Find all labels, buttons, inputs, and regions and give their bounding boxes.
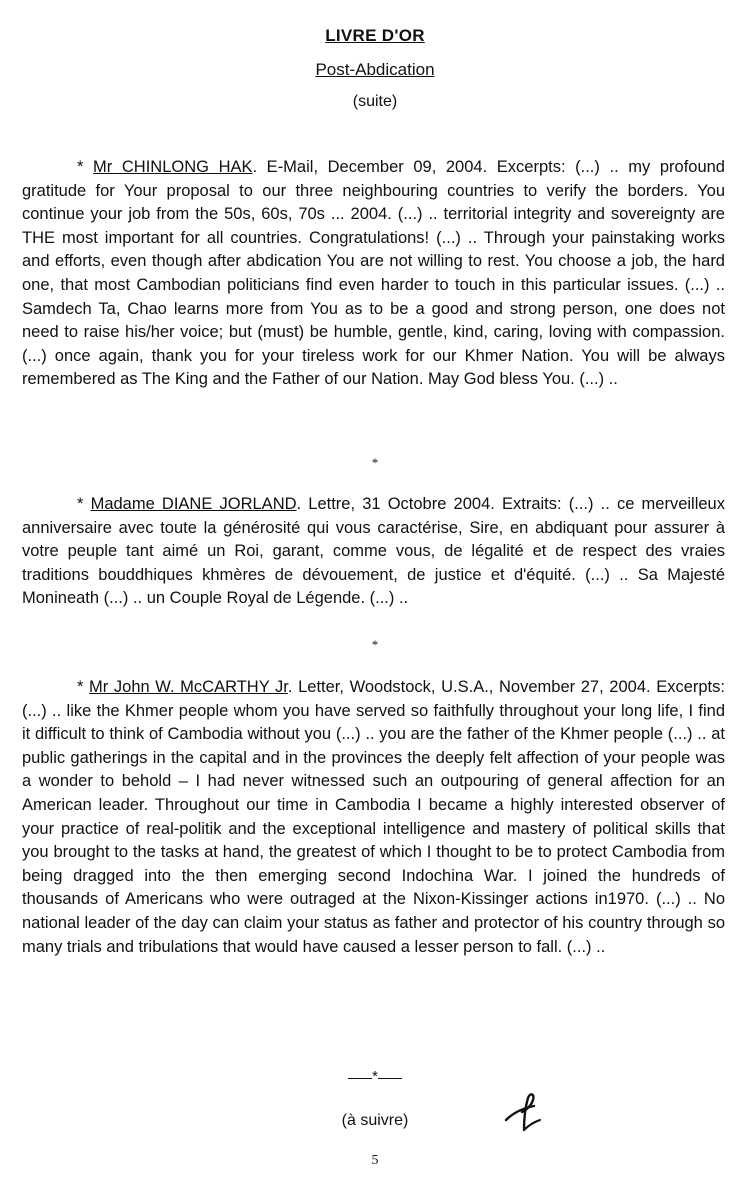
end-mark bbox=[0, 1068, 750, 1085]
end-rule-right bbox=[378, 1078, 402, 1079]
entry-author-name: Mr John W. McCARTHY Jr bbox=[89, 678, 288, 696]
entry-prefix: * bbox=[77, 158, 94, 176]
end-star: * bbox=[372, 1068, 378, 1085]
page-number: 5 bbox=[371, 1153, 379, 1168]
suite-label: (suite) bbox=[352, 93, 398, 110]
handwritten-signature-icon bbox=[500, 1090, 550, 1134]
section-separator: * bbox=[371, 455, 379, 470]
section-separator: * bbox=[371, 637, 379, 652]
entry-text: . E-Mail, December 09, 2004. Excerpts: (...) .. my profound gratitude for Your proposal to our three neighbouring countries to verify the borders. You continue your job from the 50s, 60s, 70s ... 2004. (...) .. territorial integrity and sovereignty are THE most important for all countries. Congratulations! (...) .. Through your painstaking works and efforts, even though after abdication You are not willing to rest. You choose a job, the hard one, that most Cambodian politicians find even harder to touch in this particular issues. (...) .. Samdech Ta, Chao learns more from You as to be a good and strong person, one does not need to raise his/her voice; but (must) be humble, gentle, kind, caring, loving with compassion. (...) once again, thank you for your tireless work for our Khmer Nation. You will be always remembered as The King and the Father of our Nation. May God bless You. (...) .. bbox=[22, 158, 725, 389]
entry-john-mccarthy bbox=[22, 676, 725, 959]
page-title: LIVRE D'OR bbox=[325, 26, 425, 45]
entry-prefix: * bbox=[77, 495, 91, 513]
entry-author-name: Mr CHINLONG HAK bbox=[93, 158, 253, 176]
entry-diane-jorland bbox=[22, 493, 725, 611]
entry-chinlong-hak bbox=[22, 156, 725, 392]
continued-label: (à suivre) bbox=[341, 1112, 409, 1129]
entry-text: . Lettre, 31 Octobre 2004. Extraits: (...) .. ce merveilleux anniversaire avec toute la générosité qui vous caractérise, Sire, en abdiquant pour assurer à votre peuple tant aimé un Roi, garant, comme vous, de légalité et de respect des vraies traditions bouddhiques khmères de dévouement, de justice et d'équité. (...) .. Sa Majesté Monineath (...) .. un Couple Royal de Légende. (...) .. bbox=[22, 495, 725, 608]
entry-text: . Letter, Woodstock, U.S.A., November 27, 2004. Excerpts: (...) .. like the Khmer people whom you have served so faithfully throughout your long life, I find it difficult to think of Cambodia without you (...) .. you are the father of the Khmer people (...) .. at public gatherings in the capital and in the provinces the deeply felt affection of your people was a wonder to behold – I had never witnessed such an outpouring of general affection for an American leader. Throughout our time in Cambodia I became a highly interested observer of your practice of real-politik and the exceptional intelligence and mastery of political skills that you brought to the tasks at hand, the greatest of which I thought to be to protect Cambodia from being dragged into the then emerging second Indochina War. I joined the hundreds of thousands of Americans who were outraged at the Nixon-Kissinger actions in1970. (...) .. No national leader of the day can claim your status as father and protector of his country through so many trials and tribulations that would have caused a lesser person to fall. (...) .. bbox=[22, 678, 725, 956]
end-rule-left bbox=[348, 1078, 372, 1079]
entry-prefix: * bbox=[77, 678, 90, 696]
page-subtitle: Post-Abdication bbox=[315, 60, 435, 79]
entry-author-name: Madame DIANE JORLAND bbox=[90, 495, 297, 513]
